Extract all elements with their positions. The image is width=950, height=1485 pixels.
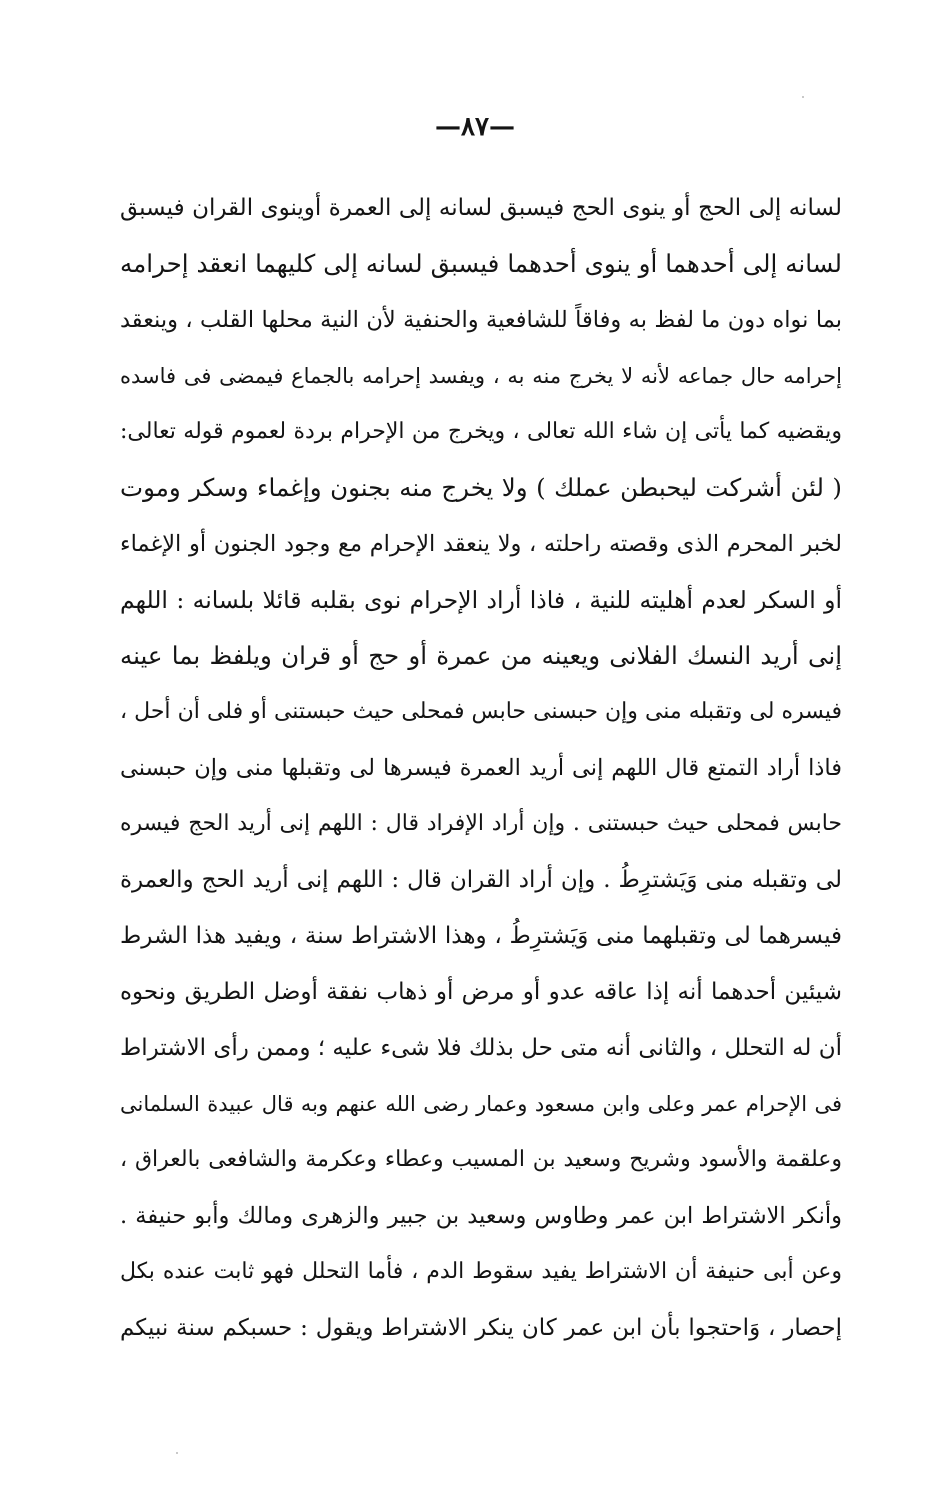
- text-line: أو السكر لعدم أهليته للنية ، فاذا أراد الإحرام نوى بقلبه قائلا بلسانه : اللهم: [120, 586, 842, 614]
- text-line: إحرامه حال جماعه لأنه لا يخرج منه به ، ويفسد إحرامه بالجماع فيمضى فى فاسده: [120, 364, 842, 388]
- text-line: شيئين أحدهما أنه إذا عاقه عدو أو مرض أو ذهاب نفقة أوضل الطريق ونحوه: [120, 979, 842, 1005]
- text-line: وأنكر الاشتراط ابن عمر وطاوس وسعيد بن جبير والزهرى ومالك وأبو حنيفة .: [120, 1203, 842, 1229]
- text-line: ( لئن أشركت ليحبطن عملك ) ولا يخرج منه بجنون وإغماء وسكر وموت: [120, 473, 842, 502]
- text-line: فاذا أراد التمتع قال اللهم إنى أريد العمرة فيسرها لى وتقبلها منى وإن حبسنى: [120, 755, 842, 781]
- text-line: إحصار ، وَاحتجوا بأن ابن عمر كان ينكر الاشتراط ويقول : حسبكم سنة نبيكم: [120, 1315, 842, 1341]
- text-line: لسانه إلى أحدهما أو ينوى أحدهما فيسبق لسانه إلى كليهما انعقد إحرامه: [120, 249, 842, 278]
- text-line: فيسره لى وتقبله منى وإن حبسنى حابس فمحلى حيث حبستنى أو فلى أن أحل ،: [120, 699, 842, 724]
- text-line: ويقضيه كما يأتى إن شاء الله تعالى ، ويخرج من الإحرام بردة لعموم قوله تعالى:: [120, 419, 842, 444]
- body-text: [120, 180, 842, 1356]
- paper-speck: [802, 96, 804, 98]
- text-line: أن له التحلل ، والثانى أنه متى حل بذلك فلا شىء عليه ؛ وممن رأى الاشتراط: [120, 1035, 842, 1061]
- text-line: حابس فمحلى حيث حبستنى . وإن أراد الإفراد قال : اللهم إنى أريد الحج فيسره: [120, 811, 842, 836]
- text-line: فيسرهما لى وتقبلهما منى وَيَشترِطُ ، وهذا الاشتراط سنة ، ويفيد هذا الشرط: [120, 923, 842, 949]
- text-line: لى وتقبله منى وَيَشترِطُ . وإن أراد القران قال : اللهم إنى أريد الحج والعمرة: [120, 867, 842, 893]
- text-line: بما نواه دون ما لفظ به وفاقاً للشافعية والحنفية لأن النية محلها القلب ، وينعقد: [120, 307, 842, 333]
- text-line: وعلقمة والأسود وشريح وسعيد بن المسيب وعطاء وعكرمة والشافعى بالعراق ،: [120, 1147, 842, 1172]
- text-line: لخبر المحرم الذى وقصته راحلته ، ولا ينعقد الإحرام مع وجود الجنون أو الإغماء: [120, 531, 842, 557]
- text-line: فى الإحرام عمر وعلى وابن مسعود وعمار رضى الله عنهم وبه قال عبيدة السلمانى: [120, 1092, 842, 1116]
- page-number: —٨٧—: [435, 112, 515, 142]
- text-line: وعن أبى حنيفة أن الاشتراط يفيد سقوط الدم ، فأما التحلل فهو ثابت عنده بكل: [120, 1259, 842, 1284]
- text-line: إنى أريد النسك الفلانى ويعينه من عمرة أو حج أو قران ويلفظ بما عينه: [120, 641, 842, 670]
- text-line: لسانه إلى الحج أو ينوى الحج فيسبق لسانه إلى العمرة أوينوى القران فيسبق: [120, 195, 842, 221]
- paper-speck: [176, 1452, 178, 1454]
